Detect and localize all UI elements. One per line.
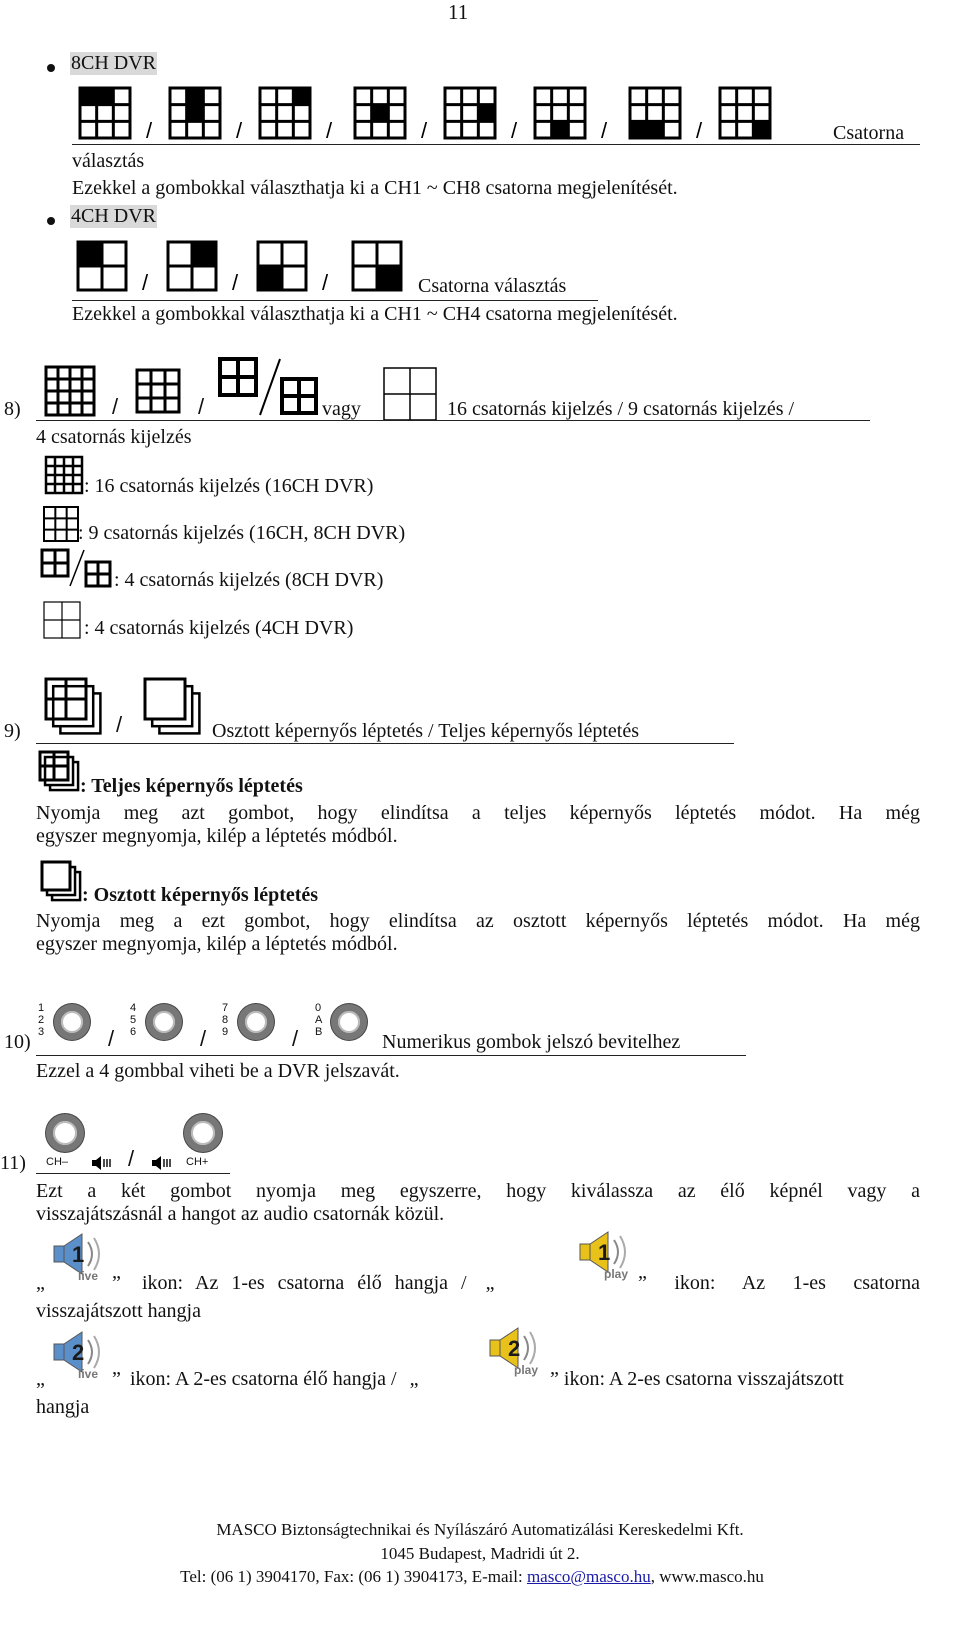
label-valasztas: választás bbox=[72, 150, 145, 172]
label-4ch: Csatorna választás bbox=[418, 275, 567, 297]
grid9-icon bbox=[42, 505, 78, 543]
speaker-number: 1 bbox=[72, 1242, 85, 1267]
underline bbox=[36, 1173, 230, 1174]
close-quote: ” bbox=[550, 1368, 559, 1390]
grid-icon bbox=[137, 370, 179, 412]
grid-icon bbox=[282, 379, 316, 413]
full-sequence-desc bbox=[36, 802, 920, 848]
slash: / bbox=[696, 118, 703, 143]
quad-grid-icon bbox=[42, 600, 82, 636]
speaker-live-1-icon bbox=[52, 1232, 110, 1284]
text-line: Nyomja meg a ezt gombot, hogy elindítsa az osztott képernyős léptetés módot. Ha még bbox=[36, 910, 920, 932]
speaker-word: live bbox=[78, 1367, 99, 1381]
section-title-4ch: 4CH DVR bbox=[71, 205, 157, 227]
speaker-play-2-icon bbox=[488, 1326, 548, 1382]
open-quote: „ bbox=[36, 1272, 45, 1294]
underline bbox=[72, 144, 920, 145]
divider-line bbox=[260, 359, 280, 415]
label-numeric: Numerikus gombok jelszó bevitelhez bbox=[382, 1031, 681, 1053]
slash: / bbox=[236, 118, 243, 143]
icon-desc-play-2-cont: hangja bbox=[36, 1396, 90, 1418]
grid-icon bbox=[46, 457, 82, 493]
desc-4ch: Ezekkel a gombokkal választhatja ki a CH1 ~ CH4 csatorna megjelenítését. bbox=[72, 303, 678, 325]
divider-line bbox=[70, 550, 84, 586]
label-csatorna: Csatorna bbox=[833, 122, 905, 144]
slash: / bbox=[326, 118, 333, 143]
grid-icon bbox=[353, 242, 401, 290]
numeric-key-button bbox=[54, 1004, 90, 1040]
speaker-live-2-icon bbox=[52, 1330, 110, 1382]
label-display-b: 4 csatornás kijelzés bbox=[36, 426, 192, 448]
speaker-number: 1 bbox=[598, 1240, 611, 1265]
grid-icon bbox=[720, 88, 770, 138]
grid-icon bbox=[355, 88, 405, 138]
ch-plus-button bbox=[184, 1114, 222, 1152]
text-line: ikon: A 2-es csatorna élő hangja / bbox=[130, 1368, 397, 1390]
slash: / bbox=[146, 118, 153, 143]
key-labels: 1 2 3 bbox=[38, 1002, 45, 1038]
section-title-8ch: 8CH DVR bbox=[71, 52, 157, 74]
text-line: Nyomja meg azt gombot, hogy elindítsa a teljes képernyős léptetés módot. Ha még bbox=[36, 802, 920, 824]
grid-icon bbox=[535, 88, 585, 138]
open-quote: „ bbox=[485, 1272, 495, 1294]
grid-icon bbox=[170, 88, 220, 138]
full-sequence-title: : Teljes képernyős léptetés bbox=[80, 775, 303, 797]
stacked-frames bbox=[45, 757, 78, 790]
desc-8ch: Ezekkel a gombokkal választhatja ki a CH1 ~ CH8 csatorna megjelenítését. bbox=[72, 177, 678, 199]
full-sequence-icon bbox=[44, 677, 108, 741]
icon-desc-play-2 bbox=[550, 1368, 844, 1391]
grid-icon bbox=[168, 242, 216, 290]
stacked-frames bbox=[53, 686, 100, 733]
speaker-number: 2 bbox=[508, 1336, 521, 1361]
slash: / bbox=[200, 1026, 207, 1051]
grid9-icon bbox=[135, 366, 181, 416]
footer-address: 1045 Budapest, Madridi út 2. bbox=[380, 1544, 580, 1563]
slash: / bbox=[112, 394, 119, 419]
slash: / bbox=[322, 270, 329, 295]
label-sequence: Osztott képernyős léptetés / Teljes képernyős léptetés bbox=[212, 720, 640, 742]
numeric-key-button bbox=[238, 1004, 274, 1040]
grid-icon bbox=[445, 88, 495, 138]
split-sequence-desc bbox=[36, 910, 920, 956]
grid-icon bbox=[220, 359, 256, 395]
text-line: Ezt a két gombot nyomja meg egyszerre, hogy kiválassza az élő képnél vagy a bbox=[36, 1180, 920, 1202]
text-line: visszajátszásnál a hangot az audio csatornák közül. bbox=[36, 1203, 445, 1225]
bullet bbox=[47, 217, 55, 225]
speaker-word: live bbox=[78, 1269, 99, 1283]
footer-web: , www.masco.hu bbox=[650, 1567, 764, 1586]
channel-buttons-8ch bbox=[80, 84, 840, 144]
item-number-10: 10) bbox=[4, 1031, 31, 1053]
full-sequence-icon bbox=[38, 750, 82, 794]
grid-icon bbox=[42, 550, 68, 576]
grid16-icon bbox=[44, 455, 84, 495]
open-quote: „ bbox=[409, 1368, 419, 1390]
close-quote: ” bbox=[112, 1368, 121, 1390]
footer-email-link[interactable]: masco@masco.hu bbox=[526, 1567, 651, 1586]
slash: / bbox=[198, 394, 205, 419]
slash: / bbox=[421, 118, 428, 143]
ch-plus-label: CH+ bbox=[186, 1156, 209, 1168]
slash: / bbox=[232, 270, 239, 295]
bullet bbox=[47, 64, 55, 72]
footer-contact-text: Tel: (06 1) 3904170, Fax: (06 1) 3904173, E-mail: bbox=[180, 1567, 527, 1586]
key-labels: 4 5 6 bbox=[130, 1002, 137, 1038]
text-line: egyszer megnyomja, kilép a léptetés módból. bbox=[36, 933, 398, 955]
grid-icon bbox=[44, 507, 78, 541]
grid16-icon bbox=[44, 365, 96, 417]
split-sequence-title: : Osztott képernyős léptetés bbox=[82, 884, 319, 906]
channel-buttons-4ch bbox=[78, 238, 438, 298]
split-sequence-icon bbox=[40, 860, 86, 904]
slash: / bbox=[601, 118, 608, 143]
grid-icon bbox=[384, 368, 436, 420]
open-quote: „ bbox=[36, 1368, 45, 1390]
grid-icon bbox=[260, 88, 310, 138]
stacked-frames bbox=[42, 862, 80, 900]
footer-contact bbox=[0, 1567, 952, 1587]
key-labels: 7 8 9 bbox=[222, 1002, 229, 1038]
speaker-number: 2 bbox=[72, 1340, 85, 1365]
grid-icon bbox=[78, 242, 126, 290]
slash: / bbox=[142, 270, 149, 295]
split-sequence-icon bbox=[143, 677, 207, 741]
grid-icon bbox=[86, 562, 110, 586]
speaker-icon bbox=[92, 1156, 114, 1170]
item-16ch: : 16 csatornás kijelzés (16CH DVR) bbox=[84, 475, 374, 497]
ch-minus-button bbox=[46, 1114, 84, 1152]
key-labels: 0 A B bbox=[315, 1002, 323, 1038]
text-line: egyszer megnyomja, kilép a léptetés módból. bbox=[36, 825, 398, 847]
audio-desc bbox=[36, 1180, 920, 1226]
item-number-11: 11) bbox=[0, 1152, 26, 1174]
page-number: 11 bbox=[448, 0, 469, 24]
slash: / bbox=[128, 1146, 135, 1171]
item-number-9: 9) bbox=[4, 720, 21, 742]
close-quote: ” bbox=[638, 1272, 647, 1294]
quad-grid-icon bbox=[382, 366, 438, 418]
text-line: ikon: A 2-es csatorna visszajátszott bbox=[563, 1368, 844, 1390]
underline bbox=[36, 1055, 746, 1056]
grid-icon bbox=[630, 88, 680, 138]
label-display-a: 16 csatornás kijelzés / 9 csatornás kijelzés / bbox=[447, 398, 795, 420]
grid-icon bbox=[258, 242, 306, 290]
item-4ch-4dvr: : 4 csatornás kijelzés (4CH DVR) bbox=[84, 617, 354, 639]
text-line bbox=[638, 1272, 920, 1295]
footer-company: MASCO Biztonságtechnikai és Nyílászáró Automatizálási Kereskedelmi Kft. bbox=[216, 1520, 744, 1539]
text-line: ikon: Az 1-es csatorna élő hangja / bbox=[142, 1272, 467, 1294]
vagy-text: vagy bbox=[322, 398, 361, 420]
slash: / bbox=[108, 1026, 115, 1051]
speaker-word: play bbox=[604, 1267, 629, 1281]
slash: / bbox=[292, 1026, 299, 1051]
icon-desc-play-1-cont: visszajátszott hangja bbox=[36, 1300, 201, 1322]
slash: / bbox=[116, 712, 123, 737]
quad-split-icon bbox=[40, 548, 114, 588]
underline bbox=[36, 743, 734, 744]
underline bbox=[72, 300, 598, 301]
icon-desc-play-1 bbox=[638, 1272, 920, 1295]
item-9ch: : 9 csatornás kijelzés (16CH, 8CH DVR) bbox=[78, 522, 406, 544]
grid-icon bbox=[46, 367, 94, 415]
numeric-key-button bbox=[146, 1004, 182, 1040]
speaker-word: play bbox=[514, 1363, 539, 1377]
grid-icon bbox=[44, 602, 80, 638]
slash: / bbox=[511, 118, 518, 143]
icon-desc-live-2 bbox=[130, 1368, 419, 1391]
item-number-8: 8) bbox=[4, 398, 21, 420]
speaker-play-1-icon bbox=[578, 1230, 638, 1286]
numeric-key-button bbox=[331, 1004, 367, 1040]
text-line: ikon: Az 1-es csatorna bbox=[674, 1272, 921, 1294]
quad-split-icon bbox=[218, 357, 323, 417]
ch-minus-label: CH– bbox=[46, 1156, 69, 1168]
grid-icon bbox=[80, 88, 130, 138]
desc-numeric: Ezzel a 4 gombbal viheti be a DVR jelszavát. bbox=[36, 1060, 400, 1082]
close-quote: ” bbox=[112, 1272, 121, 1294]
speaker-icon bbox=[152, 1156, 174, 1170]
item-4ch-8dvr: : 4 csatornás kijelzés (8CH DVR) bbox=[114, 569, 384, 591]
stacked-frames bbox=[145, 679, 199, 733]
